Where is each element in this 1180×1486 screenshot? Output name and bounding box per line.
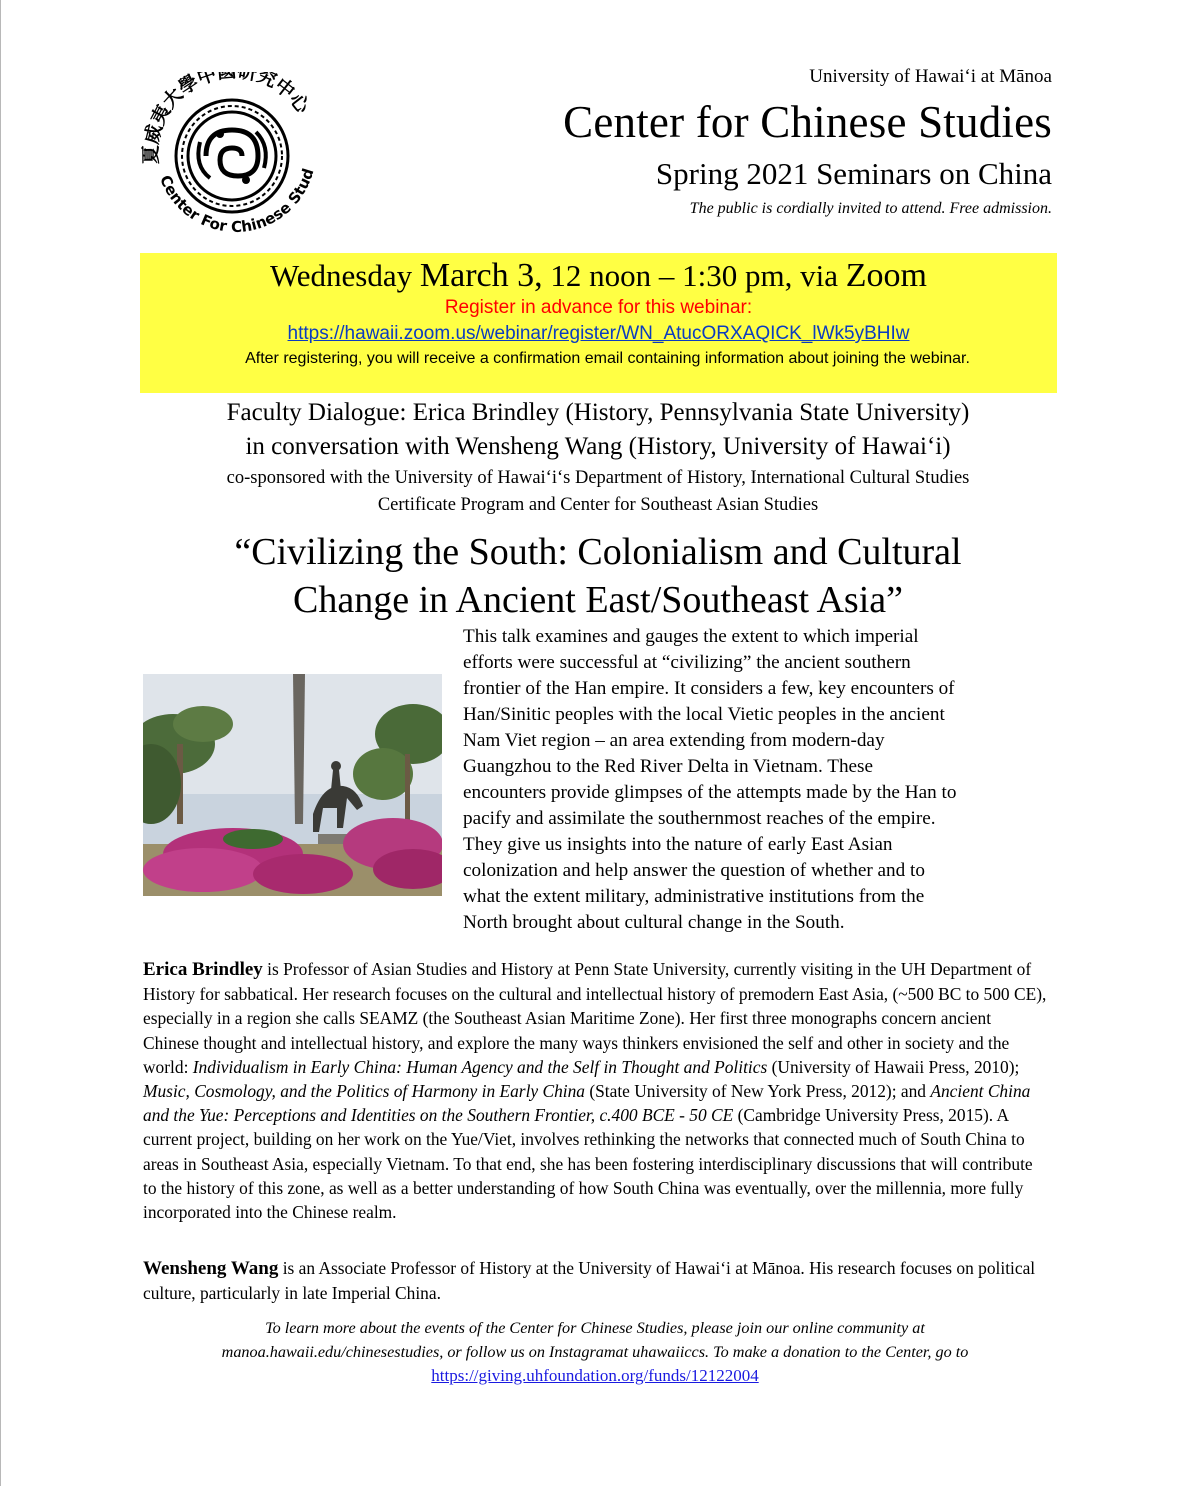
cosponsor-line-1: co-sponsored with the University of Hawaiʻi‘s Department of History, International Cultural Studies	[226, 468, 970, 488]
statue-photo	[143, 674, 442, 896]
event-banner	[140, 253, 1057, 393]
footer-line-2: manoa.hawaii.edu/chinesestudies, or follow us on Instagramat uhawaiiccs. To make a donation to the Center, go to	[221, 1342, 969, 1361]
bio-text: (Cambridge University Press, 2015). A current project, building on her work on the Yue/Viet, involves rethinking the networks that connected much of South China to areas in Southeast Asia, especially Vietnam. To that end, she has been fostering interdisciplinary discussions that will contribute to the history of this zone, as well as a better understanding of how South China was eventually, over the millennia, more fully incorporated into the Chinese realm.	[143, 1105, 1033, 1223]
bio-text: is Professor of Asian Studies and History at Penn State University, currently visiting in the UH Department of History for sabbatical. Her research focuses on the cultural and intellectual history of premodern East Asia, (~500 BC to 500 CE), especially in a region she calls SEAMZ (the Southeast Asian Maritime Zone). Her first three monographs concern ancient Chinese thought and intellectual history, and explore the many ways thinkers envisioned the self and other in society and the world:	[143, 959, 1047, 1077]
bio-text: (State University of New York Press, 2012); and	[584, 1081, 931, 1102]
register-note: After registering, you will receive a confirmation email containing information about joining the webinar.	[245, 350, 970, 367]
abstract-line: pacify and assimilate the southernmost reaches of the empire.	[463, 808, 936, 829]
book-title: Individualism in Early China: Human Agency and the Self in Thought and Politics	[192, 1056, 768, 1077]
bio-wang	[143, 1256, 1048, 1305]
seminar-series: Spring 2021 Seminars on China	[655, 156, 1052, 191]
center-title: Center for Chinese Studies	[563, 97, 1052, 147]
register-link[interactable]: https://hawaii.zoom.us/webinar/register/WN_AtucORXAQICK_lWk5yBHIw	[287, 323, 910, 344]
bio-text: is an Associate Professor of History at the University of Hawaiʻi at Mānoa. His research focuses on political culture, particularly in late Imperial China.	[143, 1258, 1036, 1304]
abstract-line: This talk examines and gauges the extent to which imperial	[463, 626, 919, 647]
abstract-line: efforts were successful at “civilizing” the ancient southern	[463, 652, 911, 673]
abstract-line: North brought about cultural change in the South.	[463, 912, 845, 933]
abstract-line: what the extent military, administrative institutions from the	[463, 886, 925, 907]
invitation-note: The public is cordially invited to attend. Free admission.	[689, 200, 1052, 217]
abstract-line: Han/Sinitic peoples with the local Vietic peoples in the ancient	[463, 704, 945, 725]
abstract-line: Nam Viet region – an area extending from modern-day	[463, 730, 885, 751]
dialogue-block	[130, 396, 1066, 518]
center-logo	[136, 72, 332, 244]
cosponsor-line-2: Certificate Program and Center for Southeast Asian Studies	[377, 495, 819, 515]
event-time: 12 noon – 1:30 pm, via	[550, 258, 838, 293]
dialogue-line-1: Faculty Dialogue: Erica Brindley (History, Pennsylvania State University)	[226, 399, 970, 426]
talk-abstract	[463, 624, 1063, 936]
logo-chinese-text: 夏威夷大學中 研究中心	[140, 72, 314, 165]
talk-title	[130, 528, 1066, 624]
book-title: Ancient China and the Yue: Perceptions and Identities on the Southern Frontier, c.400 BCE - 50 CE	[143, 1081, 1031, 1126]
logo-english-text: Center For Chinese Stud	[156, 166, 318, 236]
book-title: Music, Cosmology, and the Politics of Harmony in Early China	[143, 1081, 585, 1102]
center-logo-image	[136, 72, 332, 244]
talk-title-line-1: “Civilizing the South: Colonialism and Cultural	[234, 531, 962, 573]
talk-title-line-2: Change in Ancient East/Southeast Asia”	[292, 579, 903, 621]
footer-note	[180, 1317, 1010, 1389]
donation-link[interactable]: https://giving.uhfoundation.org/funds/12122004	[431, 1366, 759, 1385]
page-left-border	[0, 0, 1, 1486]
bio-name: Wensheng Wang	[143, 1258, 279, 1279]
bio-brindley	[143, 957, 1048, 1224]
abstract-line: Guangzhou to the Red River Delta in Vietnam. These	[463, 756, 874, 777]
abstract-line: frontier of the Han empire. It considers a few, key encounters of	[463, 678, 955, 699]
event-date: March 3,	[419, 257, 543, 294]
register-prompt: Register in advance for this webinar:	[444, 297, 753, 318]
footer-line-1: To learn more about the events of the Center for Chinese Studies, please join our online community at	[265, 1319, 925, 1337]
university-name: University of Hawaiʻi at Mānoa	[809, 66, 1052, 87]
dialogue-line-2: in conversation with Wensheng Wang (History, University of Hawaiʻi)	[245, 433, 951, 460]
bio-text: (University of Hawaii Press, 2010);	[767, 1056, 1020, 1077]
event-datetime	[140, 256, 1057, 296]
event-platform: Zoom	[845, 257, 927, 294]
abstract-line: encounters provide glimpses of the attempts made by the Han to	[463, 782, 957, 803]
abstract-line: colonization and help answer the question of whether and to	[463, 860, 925, 881]
event-day: Wednesday	[270, 258, 413, 293]
abstract-line: They give us insights into the nature of early East Asian	[463, 834, 893, 855]
bio-name: Erica Brindley	[143, 959, 263, 980]
